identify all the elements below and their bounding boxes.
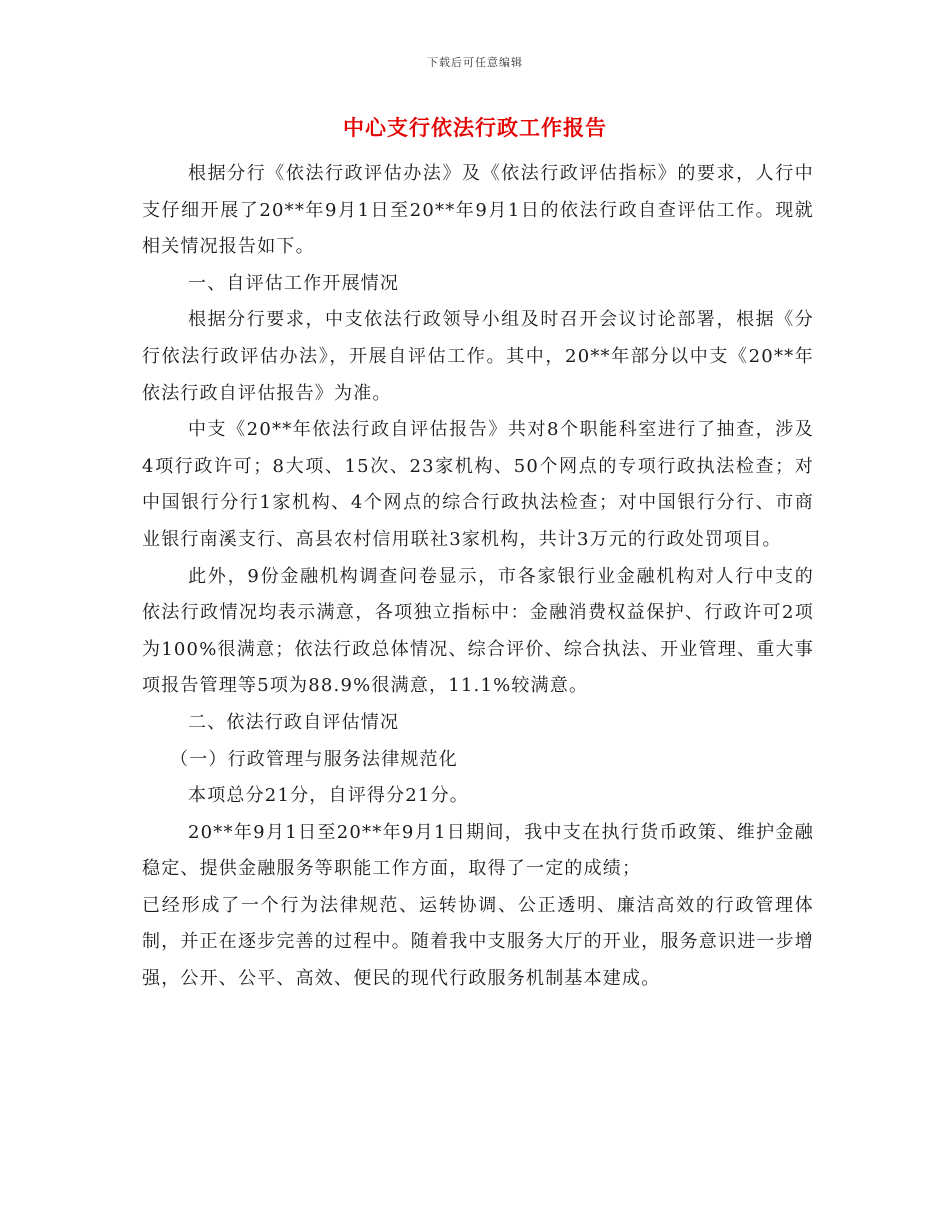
document-body (142, 156, 814, 998)
paragraph-achievements: 20**年9月1日至20**年9月1日期间，我中支在执行货币政策、维护金融稳定、提供金融服务等职能工作方面，取得了一定的成绩； (142, 821, 814, 880)
section-heading-1: 一、自评估工作开展情况 (188, 272, 400, 294)
paragraph-survey: 此外，9份金融机构调查问卷显示，市各家银行业金融机构对人行中支的依法行政情况均表示满意，各项独立指标中：金融消费权益保护、行政许可2项为100%很满意；依法行政总体情况、综合评价、综合执法、开业管理、重大事项报告管理等5项为88.9%很满意，11.1%较满意。 (142, 565, 814, 697)
paragraph-requirements: 根据分行要求，中支依法行政领导小组及时召开会议讨论部署，根据《分行依法行政评估办法》，开展自评估工作。其中，20**年部分以中支《20**年依法行政自评估报告》为准。 (142, 309, 814, 404)
paragraph-report-scope: 中支《20**年依法行政自评估报告》共对8个职能科室进行了抽查，涉及4项行政许可；8大项、15次、23家机构、50个网点的专项行政执法检查；对中国银行分行1家机构、4个网点的综合行政执法检查；对中国银行分行、市商业银行南溪支行、高县农村信用联社3家机构，共计3万元的行政处罚项目。 (142, 419, 814, 550)
paragraph-system: 已经形成了一个行为法律规范、运转协调、公正透明、廉洁高效的行政管理体制，并正在逐步完善的过程中。随着我中支服务大厅的开业，服务意识进一步增强，公开、公平、高效、便民的现代行政服务机制基本建成。 (142, 894, 814, 990)
paragraph-intro: 根据分行《依法行政评估办法》及《依法行政评估指标》的要求，人行中支仔细开展了20**年9月1日至20**年9月1日的依法行政自查评估工作。现就相关情况报告如下。 (142, 163, 814, 258)
subsection-heading-1: （一）行政管理与服务法律规范化 (170, 748, 458, 770)
paragraph-score: 本项总分21分，自评得分21分。 (188, 785, 470, 807)
header-note: 下载后可任意编辑 (427, 56, 523, 69)
document-title: 中心支行依法行政工作报告 (343, 115, 607, 140)
section-heading-2: 二、依法行政自评估情况 (188, 711, 400, 733)
